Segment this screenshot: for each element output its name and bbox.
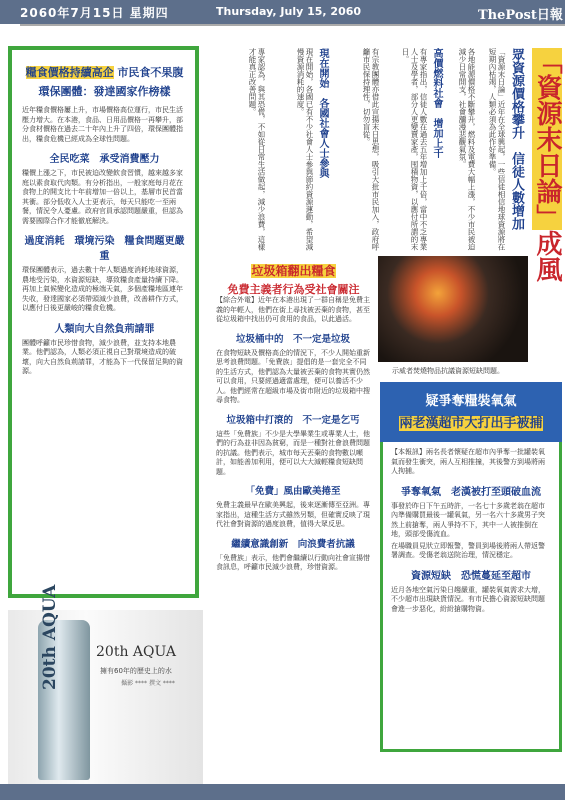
left-section-title: 全民吃菜 承受消費壓力 [49,154,160,165]
right-section-body: 事發於昨日下午五時許，一名七十多歲老翁在超市內準備購買最後一罐氧氣，另一名六十多歲男子突然上前搶奪，兩人爭持不下，其中一人被推倒在地，頭部受傷流血。 [391,501,545,538]
middle-headline-a: 垃圾箱翻出糧食 [251,264,336,278]
middle-section-title: 「免費」風由歐美捲至 [245,486,341,497]
left-article-box [8,46,199,598]
right-headline-b: 兩老漢超市大打出手被捕 [399,416,543,431]
newspaper-logo: ThePost日報 [478,8,563,23]
middle-section-title: 垃圾箱中打滾的 不一定是乞丐 [226,414,360,426]
issue-date-english: Thursday, July 15, 2060 [216,5,362,18]
right-section-title: 爭奪氧氣 老漢被打至頭破血流 [401,486,541,498]
left-section-body: 環保團體表示，過去數十年人類過度消耗地球資源，農地受污染，水資源短缺，導致糧食產量持續下降。再加上氣候變化造成的極端天氣，多個產糧地區連年失收，發達國家必須帶頭減少浪費，改善耕作方式，以應付日後更嚴峻的糧食危機。 [22,266,183,312]
ad-subtitle: 擁有60年的歷史上的水 [100,667,172,675]
middle-headline [216,262,371,297]
top-column: 「資源末日論」近年在全球興起，一些信徒相信地球資源將在短期內枯竭，人類必須為此作好準備。 [488,48,506,251]
top-column: 各地能源價格不斷攀升，燃料及電費大幅上漲，不少市民被迫減少日常開支，社會瀰漫悲觀氣氛。 [458,48,476,251]
top-headline: 眾資源價格攀升 信徒人數增加 [509,48,524,230]
bottle-label: 20th AQUA [40,584,60,690]
left-section-title: 過度消耗 環境污染 糧食問題更嚴重 [24,236,185,262]
left-section-title: 人類向大自然負荊請罪 [54,323,155,335]
left-headline-part-a: 糧食價格持續高企 [25,66,114,79]
ad-credits: 攝影 **** 撰文 **** [121,680,175,687]
bottle-image [38,584,90,780]
right-headline-a: 疑爭奪糧裝氧氣 [425,394,517,409]
middle-section-body: 這些「免費族」不少是大學畢業生或專業人士，他們的行為並非因為貧窮，而是一種對社會浪費問題的抗議。他們表示，城市每天丟棄的食物數以噸計，如能善加利用，便可以大大減輕糧食短缺問題。 [216,429,370,476]
top-subheadline: 高價燃料社會 增加上千 [431,48,442,158]
top-subheadline: 現在開始 各國社會人士參與 [317,48,328,178]
issue-date: 2060年7月15日 星期四 [20,6,169,20]
top-column: 有專家指出，信徒人數在過去五年增加上千倍，當中不乏專業人士及學者，部分人更變賣家產，囤積物資，以應付所謂的末日。 [401,48,428,251]
middle-section-body: 免費主義最早在歐美興起，後來逐漸傳至亞洲。專家指出，這種生活方式雖然另類，但確實反映了現代社會對資源的過度浪費，值得大眾反思。 [216,501,370,528]
top-column: 現在開始，各國已有不少社會人士參與節約資源運動，希望減慢資源消耗的速度。 [296,48,314,251]
footer-bar [0,784,565,800]
middle-section-body: 在食物短缺及價格高企的情況下，不少人開始重新思考浪費問題。「免費族」提倡的是一套完全不同的生活方式，他們認為大量被丟棄的食物其實仍然可以食用，只要經過適當處理，便可以養活不少人。他們經常在超級市場及街市附近的垃圾箱中搜尋食物。 [216,348,370,404]
fire-photo-caption: 示威者焚燒物品抗議資源短缺問題。 [392,367,504,375]
left-section-body: 糧價上漲之下，市民被迫改變飲食習慣，越來越多家庭以素食取代肉類。有分析指出，一般家庭每月花在食物上的開支比十年前增加一倍以上，基層市民首當其衝。部分低收入人士更表示，每天只能吃一至兩餐，情況令人憂慮。政府官員承認問題嚴重，但認為需要國際合作才能徹底解決。 [22,169,183,225]
big-title-rest: 成風 [532,230,562,282]
ad-title: 20th AQUA [96,644,176,660]
left-intro: 近年糧食價格屢上升，市場價格高位運行，市民生活壓力增大。在本港，食品、日用品價格一再攀升，部分食材價格在過去二十年內上升了四倍，環保團體指出，糧食危機已經成為全球性問題。 [22,106,183,143]
water-bottle-ad [8,584,203,790]
header-divider [20,24,565,26]
top-big-title [530,48,562,282]
middle-section-body: 「免費族」表示，他們會繼續以行動向社會宣揚惜食訊息，呼籲市民減少浪費，珍惜資源。 [216,553,370,571]
right-article-box [380,442,562,752]
right-section-body: 在場職員見狀立即報警，警員到場後將兩人帶返警署調查。受傷老翁送院治理，情況穩定。 [391,541,545,559]
left-headline-part-b: 市民食不果腹 [117,66,184,79]
fire-photo [378,256,528,362]
left-section-body: 團體呼籲市民珍惜食物，減少浪費，並支持本地農業。他們認為，人類必須正視自己對環境造成的破壞，向大自然負荊請罪，才能為下一代保留足夠的資源。 [22,338,183,375]
top-column: 有宗教團體亦借此宣揚末日思想，吸引大批市民加入，政府呼籲市民保持理性，切勿盲從。 [362,48,380,251]
left-headline [22,64,187,80]
middle-article-body [216,296,370,796]
middle-section-title: 繼續意識創新 向浪費者抗議 [231,538,355,550]
top-vertical-article [216,48,526,253]
middle-section-title: 垃圾桶中的 不一定是垃圾 [235,333,350,345]
right-headline-box [380,382,562,442]
big-title-quote: 「資源末日論」 [532,48,562,230]
middle-headline-b: 免費主義者行為受社會關注 [227,283,360,296]
right-section-body: 近月各地空氣污染日趨嚴重，罐裝氧氣需求大增，不少超市出現缺貨情況。有市民擔心資源短缺問題會進一步惡化，紛紛搶購物資。 [391,585,545,613]
left-subheadline: 環保團體：發達國家作榜樣 [38,85,171,98]
middle-intro: 【綜合外電】近年在本港出現了一群自稱是免費主義的年輕人，他們在街上尋找被丟棄的食物，甚至從垃圾箱中找出仍可食用的食品，以此過活。 [216,296,370,323]
right-section-title: 資源短缺 恐慌蔓延至超市 [411,570,531,582]
top-column: 專家認為，與其恐慌，不如從日常生活做起，減少浪費，這樣才能真正改善問題。 [248,48,266,251]
right-intro: 【本報訊】兩名長者懷疑在超市內爭奪一批罐裝氧氣而發生衝突，兩人互相推撞，其後警方到場將兩人拘捕。 [391,448,545,475]
